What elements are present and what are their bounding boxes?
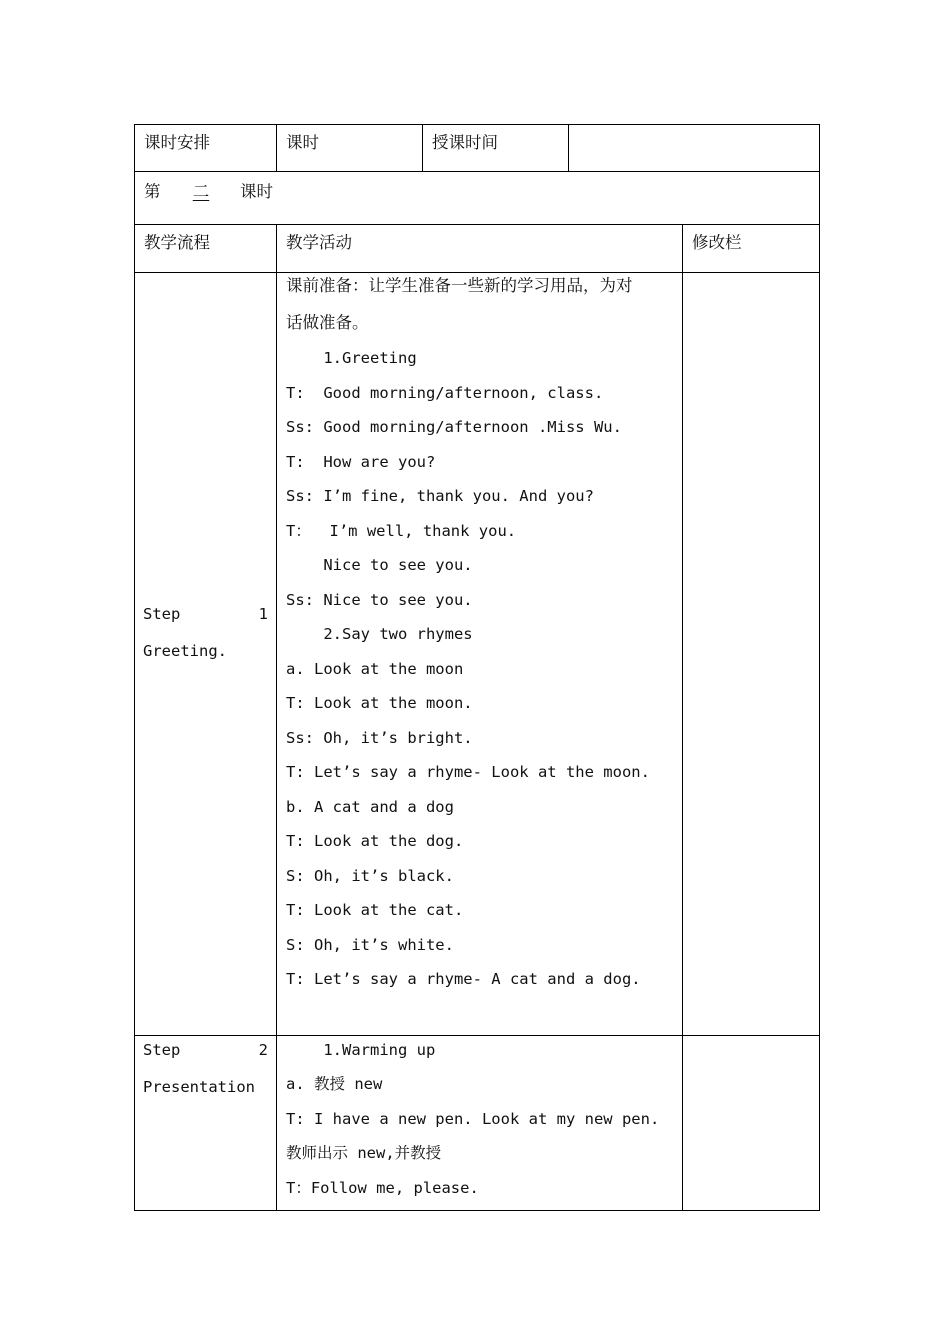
activity-line: T：Follow me, please. [286, 1179, 479, 1197]
activity-line: 2.Say two rhymes [286, 625, 473, 643]
activity-line: S: Oh, it’s black. [286, 867, 454, 885]
lesson-number: 二 [192, 182, 210, 201]
column-flow: 教学流程 [144, 233, 210, 252]
activity-line: 教师出示 new,并教授 [286, 1144, 442, 1162]
activity-line: 1.Warming up [286, 1041, 436, 1059]
table-divider [276, 224, 277, 1211]
table-border-top [134, 124, 820, 125]
table-divider [134, 224, 820, 225]
activity-line: T: Good morning/afternoon, class. [286, 384, 604, 402]
activity-line: Ss: Good morning/afternoon .Miss Wu. [286, 418, 622, 436]
step2-number: 2 [258, 1041, 268, 1059]
period-label: 课时 [286, 133, 319, 152]
activity-line: a. 教授 new [286, 1075, 383, 1093]
activity-line: 课前准备：让学生准备一些新的学习用品，为对 [286, 276, 633, 295]
arrangement-label: 课时安排 [144, 133, 210, 152]
activity-line: T: Let’s say a rhyme- Look at the moon. [286, 763, 650, 781]
activity-line: b. A cat and a dog [286, 798, 454, 816]
activity-line: S: Oh, it’s white. [286, 936, 454, 954]
step1-title: Greeting. [143, 642, 227, 660]
column-revise: 修改栏 [692, 233, 742, 252]
lesson-suffix: 课时 [240, 182, 273, 201]
lesson-prefix: 第 [144, 182, 161, 201]
activity-line: Nice to see you. [286, 556, 473, 574]
table-divider [134, 272, 820, 273]
activity-line: T： I’m well, thank you. [286, 522, 517, 540]
table-border-left [134, 124, 135, 1211]
step2-title: Presentation [143, 1078, 255, 1096]
activity-line: T: Look at the moon. [286, 694, 473, 712]
activity-line: Ss: I’m fine, thank you. And you? [286, 487, 594, 505]
table-divider [276, 124, 277, 172]
step1-number: 1 [258, 605, 268, 623]
table-divider [568, 124, 569, 172]
step1-label: Step [143, 605, 181, 623]
column-activity: 教学活动 [286, 233, 352, 252]
step2-label: Step [143, 1041, 181, 1059]
activity-line: Ss: Nice to see you. [286, 591, 473, 609]
table-divider [134, 1035, 820, 1036]
table-divider [682, 224, 683, 1211]
time-label: 授课时间 [432, 133, 498, 152]
activity-line: T: Look at the cat. [286, 901, 464, 919]
activity-line: Ss: Oh, it’s bright. [286, 729, 473, 747]
activity-line: T: I have a new pen. Look at my new pen. [286, 1110, 660, 1128]
activity-line: 话做准备。 [286, 313, 369, 332]
table-divider [134, 171, 820, 172]
activity-line: T: Look at the dog. [286, 832, 464, 850]
table-border-right [819, 124, 820, 1211]
activity-line: T: How are you? [286, 453, 436, 471]
activity-line: 1.Greeting [286, 349, 417, 367]
activity-line: a. Look at the moon [286, 660, 464, 678]
activity-line: T: Let’s say a rhyme- A cat and a dog. [286, 970, 641, 988]
table-divider [422, 124, 423, 172]
table-border-bottom [134, 1210, 820, 1211]
